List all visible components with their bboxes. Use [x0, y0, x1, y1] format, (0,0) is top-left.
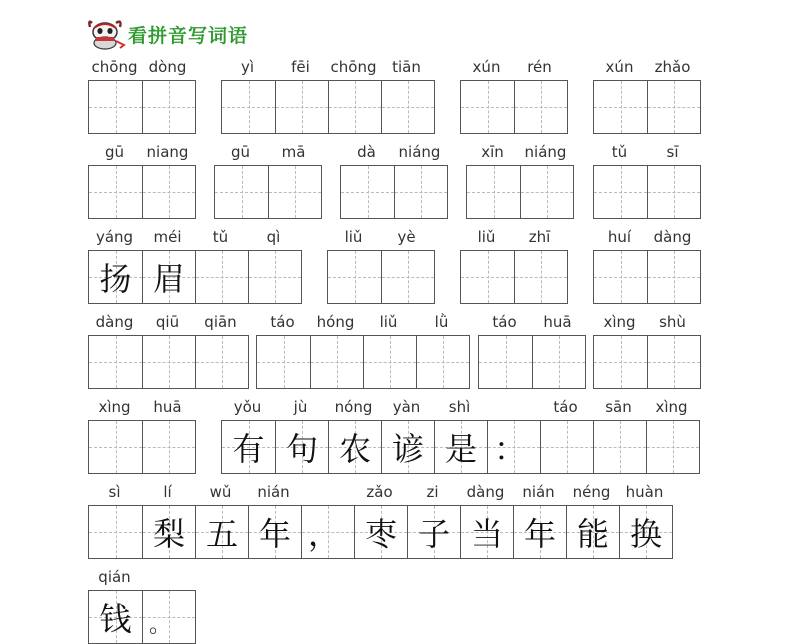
- tianzige-cell[interactable]: [142, 336, 195, 388]
- pinyin-label: zǎo: [366, 483, 393, 501]
- pinyin-label: xìng: [655, 398, 688, 416]
- pinyin-label: chōng: [330, 58, 377, 76]
- character: 枣: [364, 515, 397, 553]
- pinyin-label: chōng: [91, 58, 138, 76]
- writing-box-group: [88, 250, 302, 304]
- tianzige-cell[interactable]: [341, 166, 394, 218]
- writing-box-group: [340, 165, 448, 219]
- pinyin-label: yáng: [95, 228, 134, 246]
- pinyin-label: táo: [553, 398, 578, 416]
- tianzige-cell[interactable]: [514, 81, 567, 133]
- pinyin-label: sī: [666, 143, 679, 161]
- tianzige-cell[interactable]: [593, 421, 646, 473]
- tianzige-cell[interactable]: [195, 336, 248, 388]
- character: 五: [205, 515, 238, 553]
- tianzige-cell[interactable]: [89, 81, 142, 133]
- character: 谚: [391, 430, 424, 468]
- pinyin-label: xìng: [98, 398, 131, 416]
- pinyin-label: huí: [607, 228, 632, 246]
- pinyin-label: hóng: [316, 313, 355, 331]
- character: ：: [494, 430, 527, 468]
- pinyin-label: nóng: [334, 398, 373, 416]
- pinyin-label: yì: [240, 58, 255, 76]
- pinyin-label: yǒu: [233, 398, 262, 416]
- tianzige-cell[interactable]: [594, 81, 647, 133]
- pinyin-label: qiū: [155, 313, 180, 331]
- pinyin-label: tiān: [392, 58, 421, 76]
- tianzige-cell[interactable]: [89, 506, 142, 558]
- tianzige-cell[interactable]: [514, 251, 567, 303]
- pinyin-label: rén: [527, 58, 552, 76]
- character: 有: [232, 430, 265, 468]
- tianzige-cell[interactable]: [195, 506, 248, 558]
- tianzige-cell[interactable]: [142, 166, 195, 218]
- pinyin-label: dàng: [95, 313, 134, 331]
- tianzige-cell[interactable]: [407, 506, 460, 558]
- tianzige-cell[interactable]: [89, 421, 142, 473]
- section-title: 看拼音写词语: [128, 24, 249, 47]
- tianzige-cell[interactable]: [461, 251, 514, 303]
- writing-box-group: [593, 165, 701, 219]
- pinyin-label: tǔ: [611, 143, 628, 161]
- tianzige-cell[interactable]: [594, 336, 647, 388]
- tianzige-cell[interactable]: [222, 81, 275, 133]
- pinyin-label: gū: [104, 143, 125, 161]
- pinyin-label: táo: [492, 313, 517, 331]
- tianzige-cell[interactable]: [532, 336, 585, 388]
- writing-box-group: [593, 250, 701, 304]
- pinyin-label: nián: [257, 483, 290, 501]
- writing-box-group: [221, 420, 700, 474]
- tianzige-cell[interactable]: [257, 336, 310, 388]
- tianzige-cell[interactable]: [394, 166, 447, 218]
- writing-box-group: [460, 250, 568, 304]
- tianzige-cell[interactable]: [328, 421, 381, 473]
- cropped-previous-line: [96, 0, 316, 4]
- pinyin-label: tǔ: [212, 228, 229, 246]
- writing-box-group: [88, 505, 673, 559]
- tianzige-cell[interactable]: [460, 506, 513, 558]
- tianzige-cell[interactable]: [275, 81, 328, 133]
- tianzige-cell[interactable]: [619, 506, 672, 558]
- writing-box-group: [327, 250, 435, 304]
- writing-box-group: [88, 420, 196, 474]
- pinyin-label: yàn: [392, 398, 421, 416]
- pinyin-label: liǔ: [344, 228, 363, 246]
- pinyin-label: jù: [293, 398, 308, 416]
- tianzige-cell[interactable]: [301, 506, 354, 558]
- pinyin-label: táo: [270, 313, 295, 331]
- pinyin-label: fēi: [291, 58, 310, 76]
- tianzige-cell[interactable]: [142, 251, 195, 303]
- tianzige-cell[interactable]: [381, 251, 434, 303]
- character: 能: [576, 515, 609, 553]
- tianzige-cell[interactable]: [647, 166, 700, 218]
- writing-box-group: [88, 165, 196, 219]
- writing-box-group: [460, 80, 568, 134]
- tianzige-cell[interactable]: [215, 166, 268, 218]
- character: 是: [444, 430, 477, 468]
- tianzige-cell[interactable]: [594, 251, 647, 303]
- pinyin-label: néng: [572, 483, 611, 501]
- tianzige-cell[interactable]: [566, 506, 619, 558]
- character: 子: [417, 515, 450, 553]
- tianzige-cell[interactable]: [268, 166, 321, 218]
- pinyin-label: zhǎo: [654, 58, 691, 76]
- character: 眉: [152, 260, 185, 298]
- tianzige-cell[interactable]: [647, 336, 700, 388]
- pinyin-label: dà: [357, 143, 376, 161]
- tianzige-cell[interactable]: [248, 251, 301, 303]
- character: 句: [285, 430, 318, 468]
- pinyin-label: xīn: [481, 143, 504, 161]
- pinyin-label: qiān: [204, 313, 237, 331]
- pinyin-label: qián: [98, 568, 131, 586]
- pinyin-label: lí: [163, 483, 172, 501]
- pinyin-label: sān: [605, 398, 632, 416]
- pinyin-label: huā: [543, 313, 572, 331]
- tianzige-cell[interactable]: [487, 421, 540, 473]
- pinyin-label: niang: [146, 143, 189, 161]
- tianzige-cell[interactable]: [142, 81, 195, 133]
- pinyin-label: nián: [522, 483, 555, 501]
- pinyin-label: mā: [281, 143, 306, 161]
- tianzige-cell[interactable]: [89, 591, 142, 643]
- pinyin-label: niáng: [524, 143, 567, 161]
- pinyin-label: xìng: [603, 313, 636, 331]
- writing-box-group: [221, 80, 435, 134]
- tianzige-cell[interactable]: [647, 251, 700, 303]
- tianzige-cell[interactable]: [89, 336, 142, 388]
- tianzige-cell[interactable]: [89, 166, 142, 218]
- pinyin-label: xún: [472, 58, 501, 76]
- pinyin-label: gū: [230, 143, 251, 161]
- pinyin-label: dàng: [653, 228, 692, 246]
- writing-box-group: [88, 590, 196, 644]
- character: 梨: [152, 515, 185, 553]
- writing-box-group: [593, 80, 701, 134]
- tianzige-cell[interactable]: [594, 166, 647, 218]
- tianzige-cell[interactable]: [520, 166, 573, 218]
- character: ，: [308, 515, 341, 553]
- character: 钱: [99, 600, 132, 638]
- pinyin-label: liǔ: [477, 228, 496, 246]
- tianzige-cell[interactable]: [328, 251, 381, 303]
- tianzige-cell[interactable]: [89, 251, 142, 303]
- tianzige-cell[interactable]: [222, 421, 275, 473]
- tianzige-cell[interactable]: [381, 421, 434, 473]
- pinyin-label: huàn: [625, 483, 664, 501]
- pinyin-label: dòng: [148, 58, 187, 76]
- tianzige-cell[interactable]: [275, 421, 328, 473]
- pinyin-label: shù: [659, 313, 686, 331]
- pinyin-label: sì: [108, 483, 121, 501]
- tianzige-cell[interactable]: [461, 81, 514, 133]
- pinyin-label: zhī: [528, 228, 551, 246]
- tianzige-cell[interactable]: [195, 251, 248, 303]
- writing-box-group: [88, 335, 249, 389]
- character: 扬: [99, 260, 132, 298]
- pinyin-label: yè: [397, 228, 416, 246]
- character: 年: [258, 515, 291, 553]
- tianzige-cell[interactable]: [248, 506, 301, 558]
- tianzige-cell[interactable]: [540, 421, 593, 473]
- tianzige-cell[interactable]: [434, 421, 487, 473]
- tianzige-cell[interactable]: [142, 421, 195, 473]
- writing-box-group: [214, 165, 322, 219]
- section-header: [86, 16, 248, 52]
- character: 换: [629, 515, 662, 553]
- writing-box-group: [256, 335, 470, 389]
- pinyin-label: qì: [266, 228, 281, 246]
- writing-box-group: [88, 80, 196, 134]
- cow-mascot-icon: [86, 17, 126, 51]
- tianzige-cell[interactable]: [647, 81, 700, 133]
- tianzige-cell[interactable]: [381, 81, 434, 133]
- character: 年: [523, 515, 556, 553]
- pinyin-label: lǜ: [434, 313, 449, 331]
- character: 农: [338, 430, 371, 468]
- tianzige-cell[interactable]: [467, 166, 520, 218]
- pinyin-label: xún: [605, 58, 634, 76]
- writing-box-group: [466, 165, 574, 219]
- tianzige-cell[interactable]: [416, 336, 469, 388]
- pinyin-label: liǔ: [379, 313, 398, 331]
- tianzige-cell[interactable]: [142, 506, 195, 558]
- character: 。: [149, 613, 172, 638]
- pinyin-label: huā: [153, 398, 182, 416]
- tianzige-cell[interactable]: [142, 591, 195, 643]
- tianzige-cell[interactable]: [479, 336, 532, 388]
- pinyin-label: dàng: [466, 483, 505, 501]
- tianzige-cell[interactable]: [328, 81, 381, 133]
- writing-box-group: [478, 335, 586, 389]
- tianzige-cell[interactable]: [513, 506, 566, 558]
- character: 当: [470, 515, 503, 553]
- tianzige-cell[interactable]: [310, 336, 363, 388]
- pinyin-label: wǔ: [209, 483, 232, 501]
- pinyin-label: niáng: [398, 143, 441, 161]
- pinyin-label: shì: [448, 398, 471, 416]
- pinyin-label: méi: [153, 228, 182, 246]
- tianzige-cell[interactable]: [646, 421, 699, 473]
- tianzige-cell[interactable]: [363, 336, 416, 388]
- pinyin-label: zi: [426, 483, 439, 501]
- tianzige-cell[interactable]: [354, 506, 407, 558]
- writing-box-group: [593, 335, 701, 389]
